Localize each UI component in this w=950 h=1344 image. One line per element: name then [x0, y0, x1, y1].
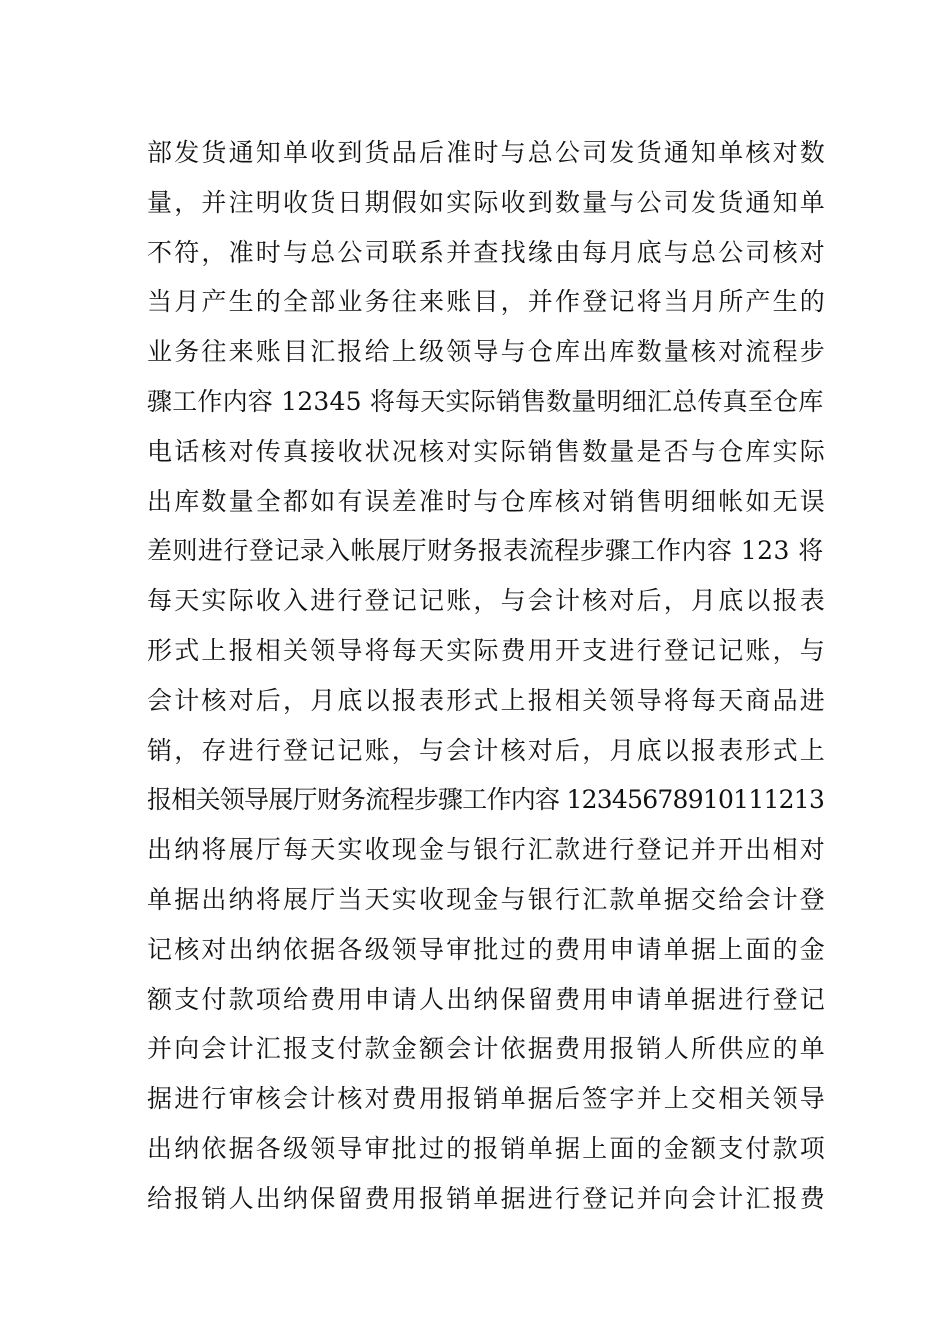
text-line-19: 并向会计汇报支付款金额会计依据费用报销人所供应的单 — [147, 1034, 828, 1064]
text-line-5: 业务往来账目汇报给上级领导与仓库出库数量核对流程步 — [147, 337, 828, 367]
text-line-15: 出纳将展厅每天实收现金与银行汇款进行登记并开出相对 — [147, 835, 828, 865]
text-line-21: 出纳依据各级领导审批过的报销单据上面的金额支付款项 — [147, 1133, 828, 1163]
text-line-1: 部发货通知单收到货品后准时与总公司发货通知单核对数 — [147, 138, 828, 167]
body-text — [147, 128, 827, 1224]
text-line-22: 给报销人出纳保留费用报销单据进行登记并向会计汇报费 — [147, 1183, 828, 1213]
text-line-20: 据进行审核会计核对费用报销单据后签字并上交相关领导 — [147, 1084, 828, 1114]
text-line-18: 额支付款项给费用申请人出纳保留费用申请单据进行登记 — [147, 984, 828, 1014]
text-line-14: 报相关领导展厅财务流程步骤工作内容 12345678910111213 — [147, 785, 825, 815]
text-line-9: 差则进行登记录入帐展厅财务报表流程步骤工作内容 123 将 — [147, 536, 824, 566]
text-line-2: 量，并注明收货日期假如实际收到数量与公司发货通知单 — [147, 187, 828, 217]
text-line-10: 每天实际收入进行登记记账，与会计核对后，月底以报表 — [147, 586, 828, 616]
text-line-7: 电话核对传真接收状况核对实际销售数量是否与仓库实际 — [147, 436, 828, 466]
text-line-6: 骤工作内容 12345 将每天实际销售数量明细汇总传真至仓库 — [147, 386, 824, 416]
text-line-3: 不符，准时与总公司联系并查找缘由每月底与总公司核对 — [147, 237, 828, 267]
text-line-13: 销，存进行登记记账，与会计核对后，月底以报表形式上 — [147, 735, 828, 765]
text-line-4: 当月产生的全部业务往来账目，并作登记将当月所产生的 — [147, 287, 828, 317]
text-line-12: 会计核对后，月底以报表形式上报相关领导将每天商品进 — [147, 685, 828, 715]
text-line-17: 记核对出纳依据各级领导审批过的费用申请单据上面的金 — [147, 934, 828, 964]
text-line-8: 出库数量全都如有误差准时与仓库核对销售明细帐如无误 — [147, 486, 828, 516]
text-line-11: 形式上报相关领导将每天实际费用开支进行登记记账，与 — [147, 635, 828, 665]
text-line-16: 单据出纳将展厅当天实收现金与银行汇款单据交给会计登 — [147, 884, 828, 914]
